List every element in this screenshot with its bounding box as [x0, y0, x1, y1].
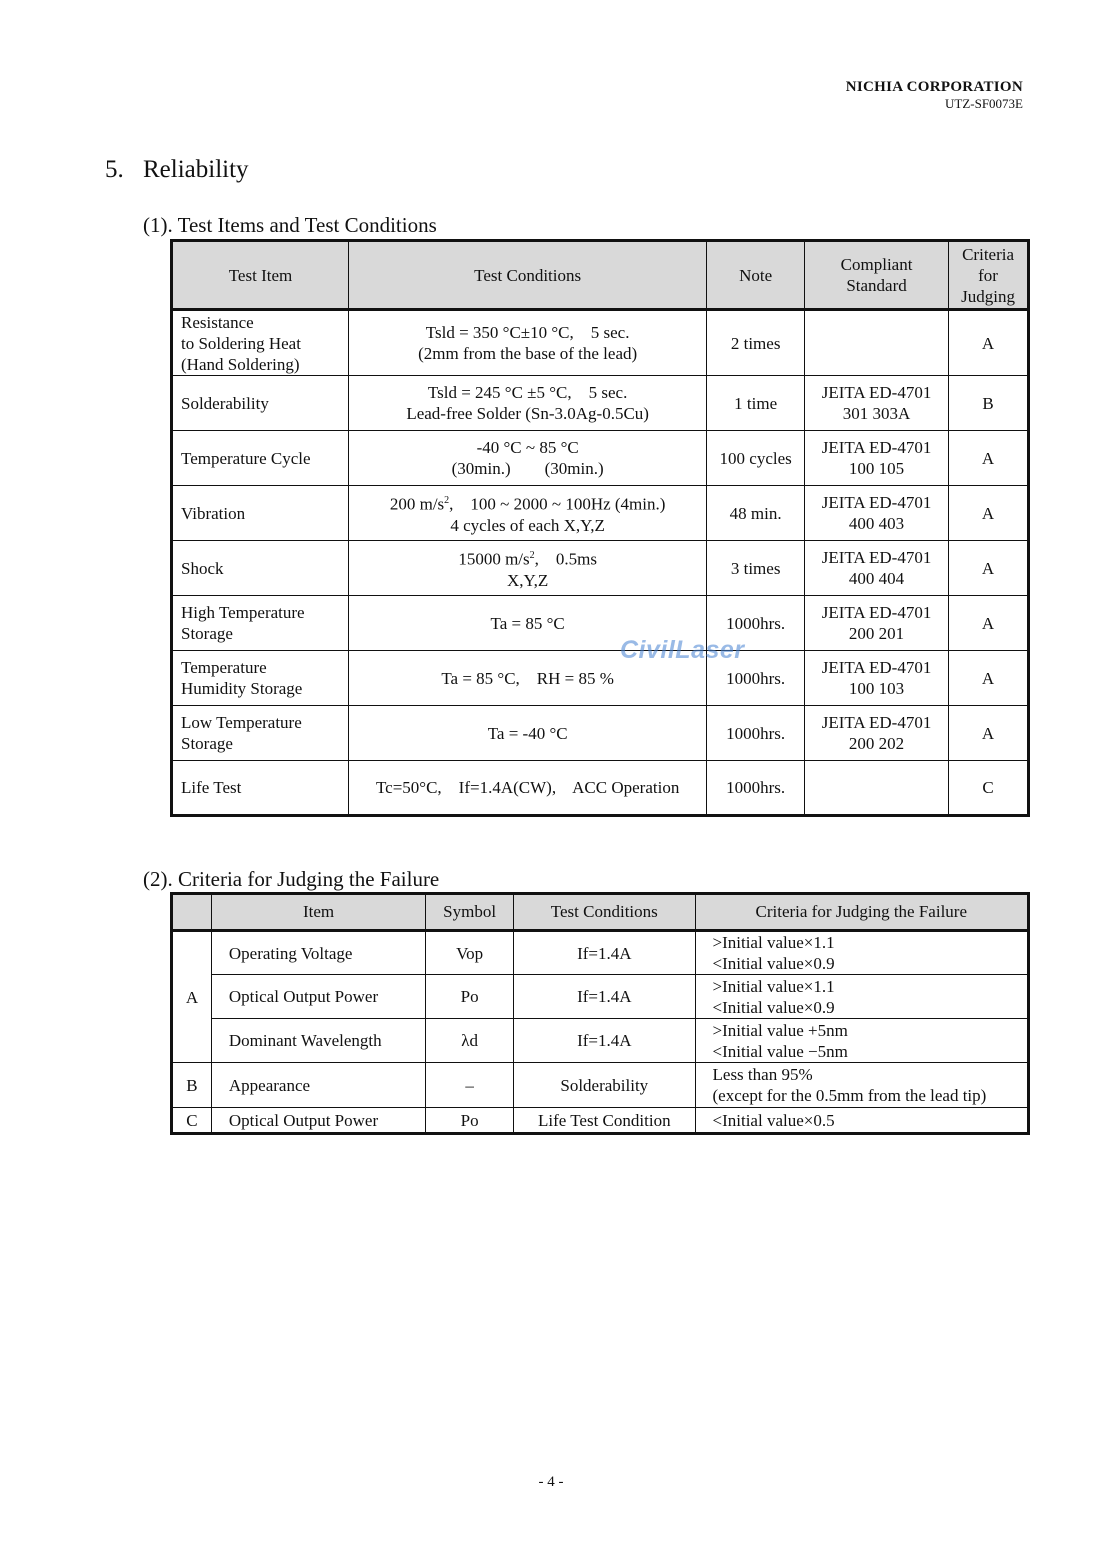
- standard-cell: [804, 431, 948, 486]
- test-item-line: High Temperature: [181, 603, 305, 622]
- note-cell: 1000hrs.: [707, 596, 805, 651]
- class-cell: A: [172, 931, 212, 1063]
- standard-cell: [804, 596, 948, 651]
- header-standard-line: Standard: [846, 276, 907, 295]
- standard-line: 400 403: [848, 514, 905, 533]
- criteria-cell: <Initial value×0.5: [695, 1108, 1028, 1134]
- standard-line: 100 103: [848, 679, 905, 698]
- test-item-cell: Life Test: [172, 761, 349, 816]
- test-item-cell: [172, 310, 349, 376]
- note-cell: 48 min.: [707, 486, 805, 541]
- note-cell: 2 times: [707, 310, 805, 376]
- note-cell: 1000hrs.: [707, 761, 805, 816]
- test-items-table: [170, 239, 1030, 817]
- table-row: [172, 431, 1029, 486]
- conditions-cell: If=1.4A: [514, 975, 695, 1019]
- standard-cell: [804, 541, 948, 596]
- criteria-table: [170, 892, 1030, 1135]
- criteria-line: <Initial value×0.9: [712, 954, 835, 973]
- condition-line: 0.5ms: [555, 549, 597, 569]
- test-item-line: (Hand Soldering): [181, 354, 300, 374]
- test-conditions-cell: [348, 310, 706, 376]
- header-criteria: [949, 241, 1029, 310]
- criteria-cell: [695, 975, 1028, 1019]
- class-cell: B: [172, 1063, 212, 1108]
- table2-header-row: [172, 894, 1029, 931]
- standard-line: 200 201: [848, 624, 905, 643]
- document-header: [846, 79, 1023, 112]
- acceleration-exponent: 2: [444, 495, 450, 507]
- symbol-cell: –: [426, 1063, 514, 1108]
- table2-title: (2). Criteria for Judging the Failure: [143, 867, 440, 891]
- note-cell: 1 time: [707, 376, 805, 431]
- standard-line: JEITA ED-4701: [821, 383, 932, 402]
- test-item-cell: [172, 706, 349, 761]
- test-item-cell: Temperature Cycle: [172, 431, 349, 486]
- table-row: [172, 651, 1029, 706]
- conditions-cell: Life Test Condition: [514, 1108, 695, 1134]
- test-item-cell: [172, 651, 349, 706]
- header-test-item: Test Item: [172, 241, 349, 310]
- criteria-cell: A: [949, 431, 1029, 486]
- criteria-cell: A: [949, 596, 1029, 651]
- header-compliant-standard: [804, 241, 948, 310]
- test-conditions-cell: Tc=50°C, If=1.4A(CW), ACC Operation: [348, 761, 706, 816]
- criteria-cell: B: [949, 376, 1029, 431]
- symbol-cell: Po: [426, 1108, 514, 1134]
- standard-line: JEITA ED-4701: [821, 493, 932, 512]
- criteria-cell: C: [949, 761, 1029, 816]
- test-conditions-cell: Ta = -40 °C: [348, 706, 706, 761]
- test-item-cell: [172, 596, 349, 651]
- item-cell: Optical Output Power: [211, 1108, 425, 1134]
- watermark-logo: CivilLaser: [620, 636, 745, 664]
- symbol-cell: Po: [426, 975, 514, 1019]
- header-test-conditions: Test Conditions: [514, 894, 695, 931]
- criteria-cell: [695, 1019, 1028, 1063]
- criteria-line: >Initial value×1.1: [712, 933, 835, 952]
- table-row: [172, 1108, 1029, 1134]
- condition-line: (2mm from the base of the lead): [418, 344, 638, 363]
- test-item-line: to Soldering Heat: [181, 333, 301, 353]
- header-criteria-line: Criteria: [962, 244, 1015, 264]
- test-conditions-cell: Ta = 85 °C, RH = 85 %: [348, 651, 706, 706]
- table-row: [172, 761, 1029, 816]
- conditions-cell: Solderability: [514, 1063, 695, 1108]
- section-number: 5.: [105, 156, 124, 183]
- header-failure-criteria: Criteria for Judging the Failure: [695, 894, 1028, 931]
- acceleration-value: 15000 m/s: [458, 549, 530, 569]
- header-class: [172, 894, 212, 931]
- document-id: UTZ-SF0073E: [945, 96, 1023, 111]
- table-row: [172, 1063, 1029, 1108]
- standard-line: 400 404: [848, 569, 905, 588]
- table-row: [172, 376, 1029, 431]
- test-item-line: Low Temperature: [181, 713, 302, 732]
- condition-line: 100 ~ 2000 ~ 100Hz (4min.): [470, 494, 666, 514]
- header-note: Note: [707, 241, 805, 310]
- conditions-cell: If=1.4A: [514, 1019, 695, 1063]
- table-row: [172, 486, 1029, 541]
- table-row: [172, 1019, 1029, 1063]
- note-cell: 3 times: [707, 541, 805, 596]
- test-item-line: Humidity Storage: [181, 679, 303, 698]
- table1-header-row: [172, 241, 1029, 310]
- criteria-line: <Initial value −5nm: [712, 1041, 848, 1061]
- header-item: Item: [211, 894, 425, 931]
- standard-line: JEITA ED-4701: [821, 603, 932, 622]
- note-cell: 100 cycles: [707, 431, 805, 486]
- standard-line: JEITA ED-4701: [821, 438, 932, 457]
- item-cell: Appearance: [211, 1063, 425, 1108]
- standard-cell: [804, 761, 948, 816]
- test-item-line: Temperature: [181, 658, 267, 677]
- symbol-cell: Vop: [426, 931, 514, 975]
- standard-cell: [804, 310, 948, 376]
- company-name: NICHIA CORPORATION: [845, 79, 1023, 95]
- criteria-cell: A: [949, 486, 1029, 541]
- table1-title: (1). Test Items and Test Conditions: [143, 213, 437, 237]
- note-cell: 1000hrs.: [707, 651, 805, 706]
- conditions-cell: If=1.4A: [514, 931, 695, 975]
- table-row: [172, 596, 1029, 651]
- acceleration-exponent: 2: [529, 550, 535, 562]
- test-conditions-cell: [348, 431, 706, 486]
- condition-line: (30min.) (30min.): [451, 459, 604, 478]
- table-row: [172, 975, 1029, 1019]
- test-conditions-cell: 200 $m/s^2$, 100 ~ 2000 ~ 100Hz (4min.) 4 cycles of each X,Y,Z: [348, 486, 706, 541]
- standard-line: 200 202: [848, 734, 905, 753]
- header-criteria-line: Judging: [961, 286, 1015, 306]
- standard-line: JEITA ED-4701: [821, 713, 932, 732]
- standard-line: 301 303A: [842, 404, 911, 423]
- criteria-cell: A: [949, 706, 1029, 761]
- criteria-cell: [695, 1063, 1028, 1108]
- class-cell: C: [172, 1108, 212, 1134]
- symbol-cell: λd: [426, 1019, 514, 1063]
- table-row: [172, 310, 1029, 376]
- criteria-line: <Initial value×0.9: [712, 997, 835, 1017]
- header-standard-line: Compliant: [840, 255, 913, 274]
- standard-cell: [804, 651, 948, 706]
- test-item-cell: Vibration: [172, 486, 349, 541]
- condition-line: Tsld = 350 °C±10 °C, 5 sec.: [425, 323, 630, 342]
- standard-line: JEITA ED-4701: [821, 548, 932, 567]
- header-test-conditions: Test Conditions: [348, 241, 706, 310]
- criteria-cell: A: [949, 541, 1029, 596]
- standard-cell: [804, 376, 948, 431]
- criteria-cell: [695, 931, 1028, 975]
- criteria-line: (except for the 0.5mm from the lead tip): [712, 1086, 987, 1105]
- condition-line: 4 cycles of each X,Y,Z: [450, 515, 605, 535]
- condition-line: Lead-free Solder (Sn-3.0Ag-0.5Cu): [406, 404, 649, 423]
- test-item-line: Resistance: [181, 312, 254, 332]
- test-item-line: Storage: [181, 624, 233, 643]
- criteria-cell: A: [949, 651, 1029, 706]
- section-title: [105, 156, 249, 184]
- standard-cell: [804, 486, 948, 541]
- criteria-line: Less than 95%: [712, 1065, 813, 1084]
- condition-line: Tsld = 245 °C ±5 °C, 5 sec.: [427, 383, 628, 402]
- criteria-cell: A: [949, 310, 1029, 376]
- item-cell: Operating Voltage: [211, 931, 425, 975]
- standard-cell: [804, 706, 948, 761]
- criteria-line: >Initial value×1.1: [712, 976, 835, 996]
- test-conditions-cell: [348, 376, 706, 431]
- test-item-line: Storage: [181, 734, 233, 753]
- table-row: [172, 931, 1029, 975]
- section-heading: Reliability: [143, 156, 249, 183]
- test-item-cell: Solderability: [172, 376, 349, 431]
- test-item-cell: Shock: [172, 541, 349, 596]
- test-conditions-cell: 15000 $m/s^2$, 0.5ms X,Y,Z: [348, 541, 706, 596]
- page-number: - 4 -: [538, 1474, 564, 1490]
- table-row: [172, 706, 1029, 761]
- header-symbol: Symbol: [426, 894, 514, 931]
- note-cell: 1000hrs.: [707, 706, 805, 761]
- item-cell: Dominant Wavelength: [211, 1019, 425, 1063]
- table-row: [172, 541, 1029, 596]
- standard-line: 100 105: [848, 459, 905, 478]
- standard-line: JEITA ED-4701: [821, 658, 932, 677]
- test-conditions-cell: Ta = 85 °C: [348, 596, 706, 651]
- condition-line: -40 °C ~ 85 °C: [476, 438, 579, 457]
- condition-line: X,Y,Z: [507, 570, 549, 590]
- header-criteria-line: for: [978, 265, 998, 285]
- item-cell: Optical Output Power: [211, 975, 425, 1019]
- criteria-line: >Initial value +5nm: [712, 1020, 848, 1040]
- acceleration-value: 200 m/s: [389, 494, 445, 514]
